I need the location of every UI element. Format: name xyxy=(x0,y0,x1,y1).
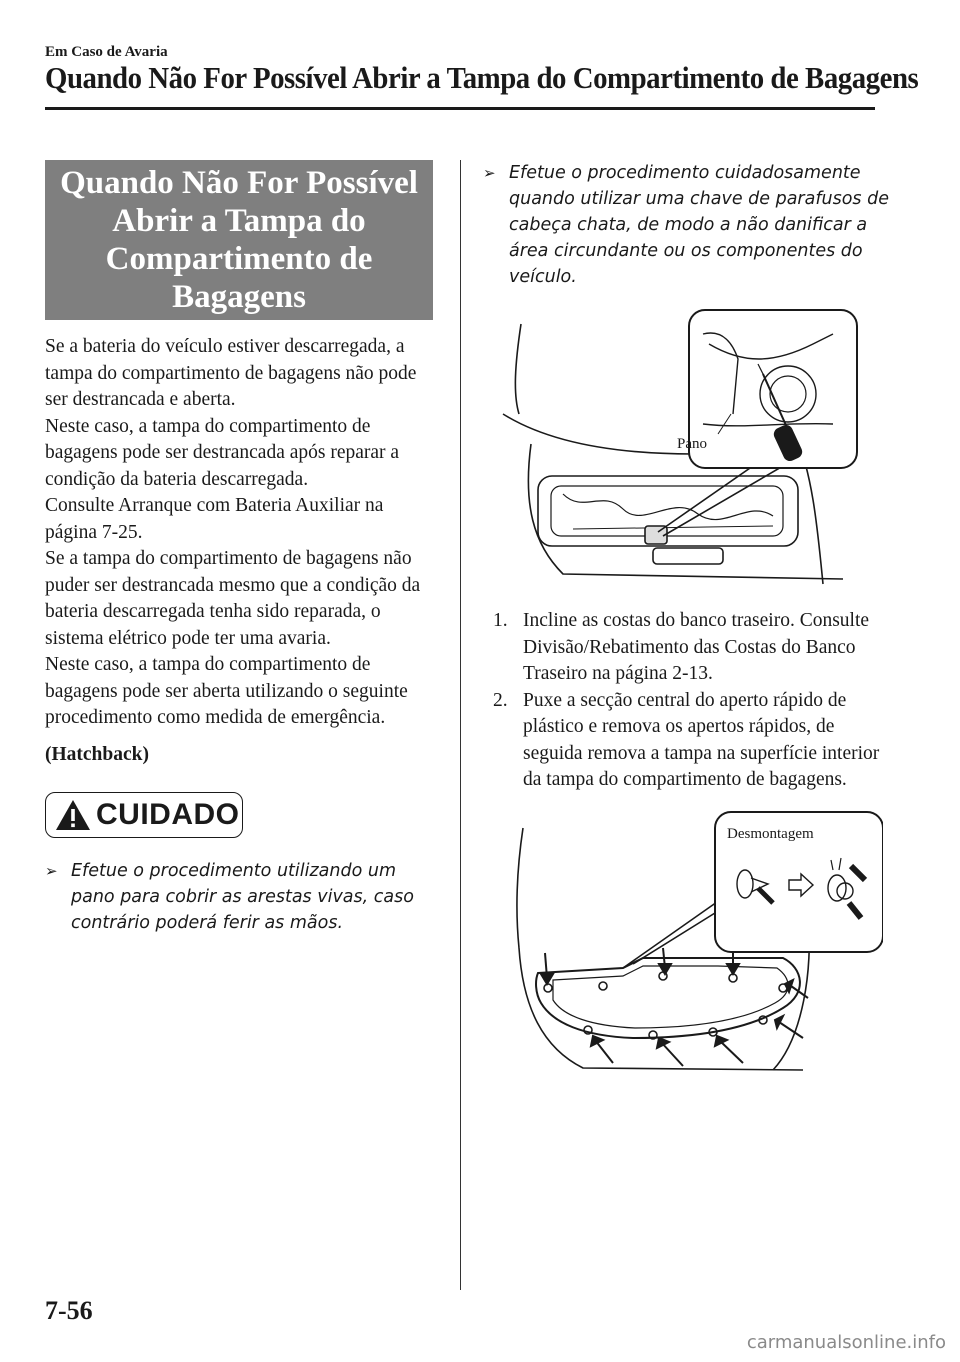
paragraph: Neste caso, a tampa do compartimento de bagagens pode ser aberta utilizando o seguinte procedimento como medida de emergência. xyxy=(45,654,408,728)
step-item xyxy=(483,608,883,688)
watermark: carmanualsonline.info xyxy=(746,1332,946,1353)
header-rule xyxy=(45,107,875,110)
section-label: Em Caso de Avaria xyxy=(45,44,168,60)
section-title: Quando Não For Possível Abrir a Tampa do Compartimento de Bagagens xyxy=(60,165,418,315)
figure-clip-removal-illustration xyxy=(483,808,883,1098)
paragraph-link: Consulte Arranque com Bateria Auxiliar na página 7-25. xyxy=(45,495,384,543)
figure-label-cloth: Pano xyxy=(677,436,707,452)
step-text: Puxe a secção central do aperto rápido de plástico e remova os apertos rápidos, de seguida remova a tampa na superfície interior da tampa do compartimento de bagagens. xyxy=(523,689,880,790)
step-text: Incline as costas do banco traseiro. Consulte Divisão/Rebatimento das Costas do Banco Traseiro na página 2-13. xyxy=(523,610,870,684)
caution-badge xyxy=(45,792,243,838)
bullet-arrow-icon: ➢ xyxy=(45,861,58,880)
figure-screwdriver-illustration xyxy=(483,304,883,604)
figure-label-removal: Desmontagem xyxy=(727,825,814,842)
step-item xyxy=(483,688,883,794)
figure-screwdriver-cloth xyxy=(483,304,883,604)
section-title-box xyxy=(45,160,433,320)
column-divider xyxy=(460,160,461,1290)
caution-bullet-text: Efetue o procedimento cuidadosamente quando utilizar uma chave de parafusos de cabeça chata, de modo a não danificar a área circundante ou os componentes do veículo. xyxy=(509,163,889,287)
paragraph: Se a tampa do compartimento de bagagens não puder ser destrancada mesmo que a condição da bateria descarregada tenha sido reparada, o sistema elétrico pode ter uma avaria. xyxy=(45,548,421,649)
caution-bullet-item xyxy=(483,160,889,290)
subheading-hatchback: (Hatchback) xyxy=(45,743,149,765)
caution-bullet-item xyxy=(45,858,440,936)
paragraph: Neste caso, a tampa do compartimento de bagagens pode ser destrancada após reparar a condição da bateria descarregada. xyxy=(45,415,400,490)
step-number: 1. xyxy=(493,610,508,631)
intro-text xyxy=(45,334,440,732)
figure-clip-removal xyxy=(483,808,883,1098)
page-number: 7-56 xyxy=(45,1296,93,1325)
right-column xyxy=(483,160,889,1098)
paragraph: Se a bateria do veículo estiver descarregada, a tampa do compartimento de bagagens não pode ser destrancada e aberta. xyxy=(45,336,417,410)
warning-triangle-icon xyxy=(54,798,92,832)
step-number: 2. xyxy=(493,689,508,711)
caution-label: CUIDADO xyxy=(96,797,240,831)
procedure-steps xyxy=(483,608,883,794)
bullet-arrow-icon: ➢ xyxy=(483,164,496,182)
page-header-title: Quando Não For Possível Abrir a Tampa do Compartimento de Bagagens xyxy=(45,60,919,95)
left-column xyxy=(45,334,440,936)
caution-bullet-text: Efetue o procedimento utilizando um pano para cobrir as arestas vivas, caso contrário poderá ferir as mãos. xyxy=(71,860,414,933)
